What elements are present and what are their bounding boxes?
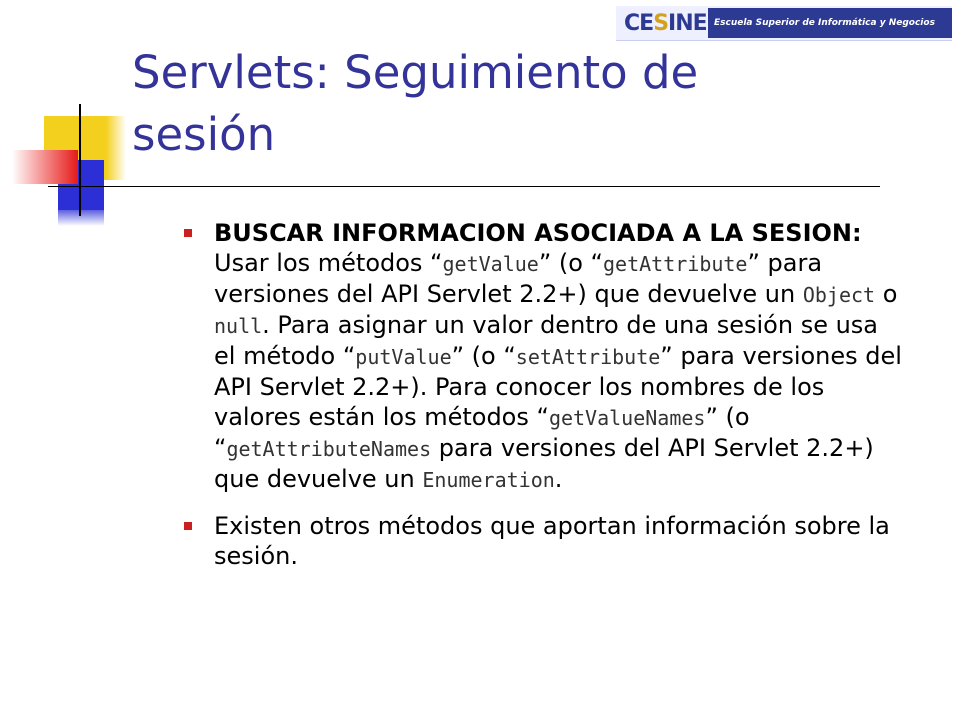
bullet-text: ” para versiones del API Servlet 2.2+) que devuelve un xyxy=(214,249,823,308)
bullet-square-icon xyxy=(184,229,192,237)
bullet-text: Usar los métodos “ xyxy=(214,249,443,277)
decor-blue-fade xyxy=(58,210,104,226)
bullet-list xyxy=(184,218,904,587)
decor-vertical-line xyxy=(79,104,81,216)
title-underline xyxy=(48,186,880,187)
code-token: putValue xyxy=(355,345,452,369)
logo-tagline: Escuela Superior de Informática y Negocios xyxy=(708,8,952,38)
code-token: setAttribute xyxy=(515,345,661,369)
decor-red-bar xyxy=(12,150,78,184)
code-token: Object xyxy=(802,283,876,307)
decor-yellow-fade xyxy=(106,116,126,180)
bullet-text: . Para asignar un valor dentro de una sesión se usa el método “ xyxy=(214,311,879,370)
code-token: getValueNames xyxy=(548,406,706,430)
bullet-text: para versiones del API Servlet 2.2+) que devuelve un xyxy=(214,434,874,493)
code-token: getAttributeNames xyxy=(226,437,432,461)
bullet-square-icon xyxy=(184,522,192,530)
cesine-logo xyxy=(616,6,952,41)
bullet-text: ” (o “ xyxy=(214,403,750,462)
code-token: getAttribute xyxy=(602,252,748,276)
bullet-lead: BUSCAR INFORMACION ASOCIADA A LA SESION: xyxy=(214,219,862,247)
code-token: Enumeration xyxy=(422,468,555,492)
bullet-text: ” (o “ xyxy=(451,342,516,370)
bullet-item xyxy=(184,218,904,495)
code-token: null xyxy=(214,314,263,338)
code-token: getValue xyxy=(442,252,539,276)
bullet-item xyxy=(184,511,904,571)
bullet-text: o xyxy=(875,280,898,308)
bullet-text: Existen otros métodos que aportan información sobre la sesión. xyxy=(214,512,890,570)
bullet-text: ” (o “ xyxy=(538,249,603,277)
logo-wordmark: CESINE xyxy=(624,10,707,36)
bullet-text: . xyxy=(554,465,563,493)
bullet-text: ” para versiones del API Servlet 2.2+). Para conocer los nombres de los valores están los métodos “ xyxy=(214,342,902,431)
slide-title: Servlets: Seguimiento de sesión xyxy=(132,46,699,161)
